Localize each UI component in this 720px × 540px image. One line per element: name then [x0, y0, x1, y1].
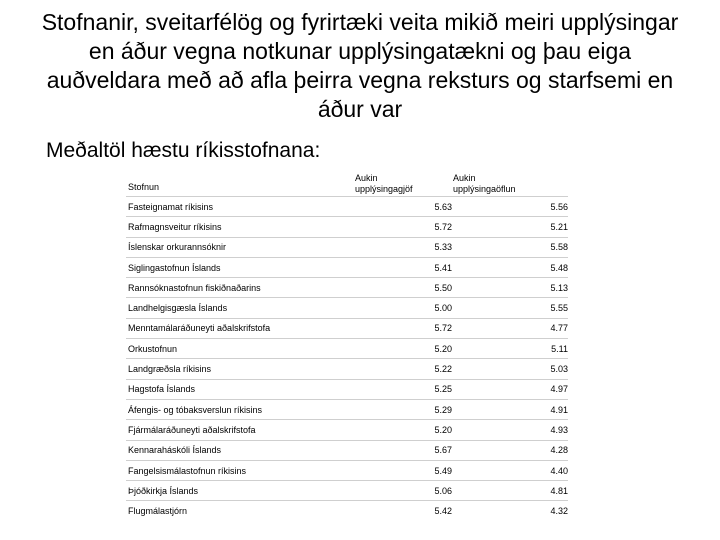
table-row — [126, 440, 568, 460]
cell-upplysingagjof: 5.22 — [378, 359, 452, 379]
table-row — [126, 359, 568, 379]
table-row — [126, 399, 568, 419]
table-row — [126, 197, 568, 217]
cell-upplysingaoflun: 5.11 — [452, 339, 568, 359]
cell-upplysingaoflun: 4.28 — [452, 440, 568, 460]
institutions-table — [126, 196, 568, 521]
cell-institution: Fangelsismálastofnun ríkisins — [126, 460, 378, 480]
cell-upplysingagjof: 5.67 — [378, 440, 452, 460]
cell-upplysingaoflun: 4.77 — [452, 318, 568, 338]
cell-upplysingagjof: 5.42 — [378, 501, 452, 521]
column-header-stofnun: Stofnun — [128, 182, 160, 192]
cell-upplysingagjof: 5.20 — [378, 420, 452, 440]
cell-institution: Menntamálaráðuneyti aðalskrifstofa — [126, 318, 378, 338]
cell-upplysingagjof: 5.06 — [378, 481, 452, 501]
slide-subtitle: Meðaltöl hæstu ríkisstofnana: — [46, 139, 321, 162]
cell-institution: Landgræðsla ríkisins — [126, 359, 378, 379]
cell-upplysingaoflun: 4.93 — [452, 420, 568, 440]
cell-upplysingagjof: 5.20 — [378, 339, 452, 359]
cell-institution: Fasteignamat ríkisins — [126, 197, 378, 217]
table-row — [126, 481, 568, 501]
table-row — [126, 278, 568, 298]
table-row — [126, 460, 568, 480]
cell-institution: Flugmálastjórn — [126, 501, 378, 521]
cell-institution: Hagstofa Íslands — [126, 379, 378, 399]
cell-upplysingagjof: 5.41 — [378, 257, 452, 277]
cell-upplysingaoflun: 4.97 — [452, 379, 568, 399]
cell-upplysingagjof: 5.33 — [378, 237, 452, 257]
table-row — [126, 318, 568, 338]
cell-institution: Orkustofnun — [126, 339, 378, 359]
table-row — [126, 257, 568, 277]
slide-headline: Stofnanir, sveitarfélög og fyrirtæki veita mikið meiri upplýsingar en áður vegna notkunar upplýsingatækni og þau eiga auðveldara með að afla þeirra vegna reksturs og starfsemi en áður var — [41, 9, 679, 122]
cell-institution: Rafmagnsveitur ríkisins — [126, 217, 378, 237]
table-row — [126, 339, 568, 359]
cell-upplysingagjof: 5.72 — [378, 217, 452, 237]
cell-institution: Þjóðkirkja Íslands — [126, 481, 378, 501]
cell-upplysingaoflun: 5.58 — [452, 237, 568, 257]
cell-upplysingaoflun: 5.48 — [452, 257, 568, 277]
cell-institution: Rannsóknastofnun fiskiðnaðarins — [126, 278, 378, 298]
cell-upplysingagjof: 5.00 — [378, 298, 452, 318]
cell-upplysingaoflun: 5.13 — [452, 278, 568, 298]
column-header-upplysingagjof: Aukin upplýsingagjöf — [355, 173, 413, 194]
table-row — [126, 217, 568, 237]
cell-upplysingaoflun: 4.32 — [452, 501, 568, 521]
cell-institution: Íslenskar orkurannsóknir — [126, 237, 378, 257]
cell-upplysingaoflun: 4.91 — [452, 399, 568, 419]
cell-upplysingagjof: 5.29 — [378, 399, 452, 419]
table-row — [126, 379, 568, 399]
column-header-upplysingaoflun: Aukin upplýsingaöflun — [453, 173, 516, 194]
table-row — [126, 420, 568, 440]
cell-institution: Landhelgisgæsla Íslands — [126, 298, 378, 318]
cell-upplysingagjof: 5.63 — [378, 197, 452, 217]
table-row — [126, 237, 568, 257]
cell-upplysingaoflun: 5.55 — [452, 298, 568, 318]
cell-upplysingagjof: 5.49 — [378, 460, 452, 480]
cell-upplysingagjof: 5.72 — [378, 318, 452, 338]
table-row — [126, 501, 568, 521]
cell-institution: Fjármálaráðuneyti aðalskrifstofa — [126, 420, 378, 440]
cell-institution: Áfengis- og tóbaksverslun ríkisins — [126, 399, 378, 419]
cell-upplysingagjof: 5.25 — [378, 379, 452, 399]
cell-institution: Siglingastofnun Íslands — [126, 257, 378, 277]
cell-upplysingagjof: 5.50 — [378, 278, 452, 298]
cell-upplysingaoflun: 5.56 — [452, 197, 568, 217]
cell-upplysingaoflun: 5.03 — [452, 359, 568, 379]
table-row — [126, 298, 568, 318]
cell-upplysingaoflun: 4.40 — [452, 460, 568, 480]
cell-institution: Kennaraháskóli Íslands — [126, 440, 378, 460]
cell-upplysingaoflun: 4.81 — [452, 481, 568, 501]
cell-upplysingaoflun: 5.21 — [452, 217, 568, 237]
